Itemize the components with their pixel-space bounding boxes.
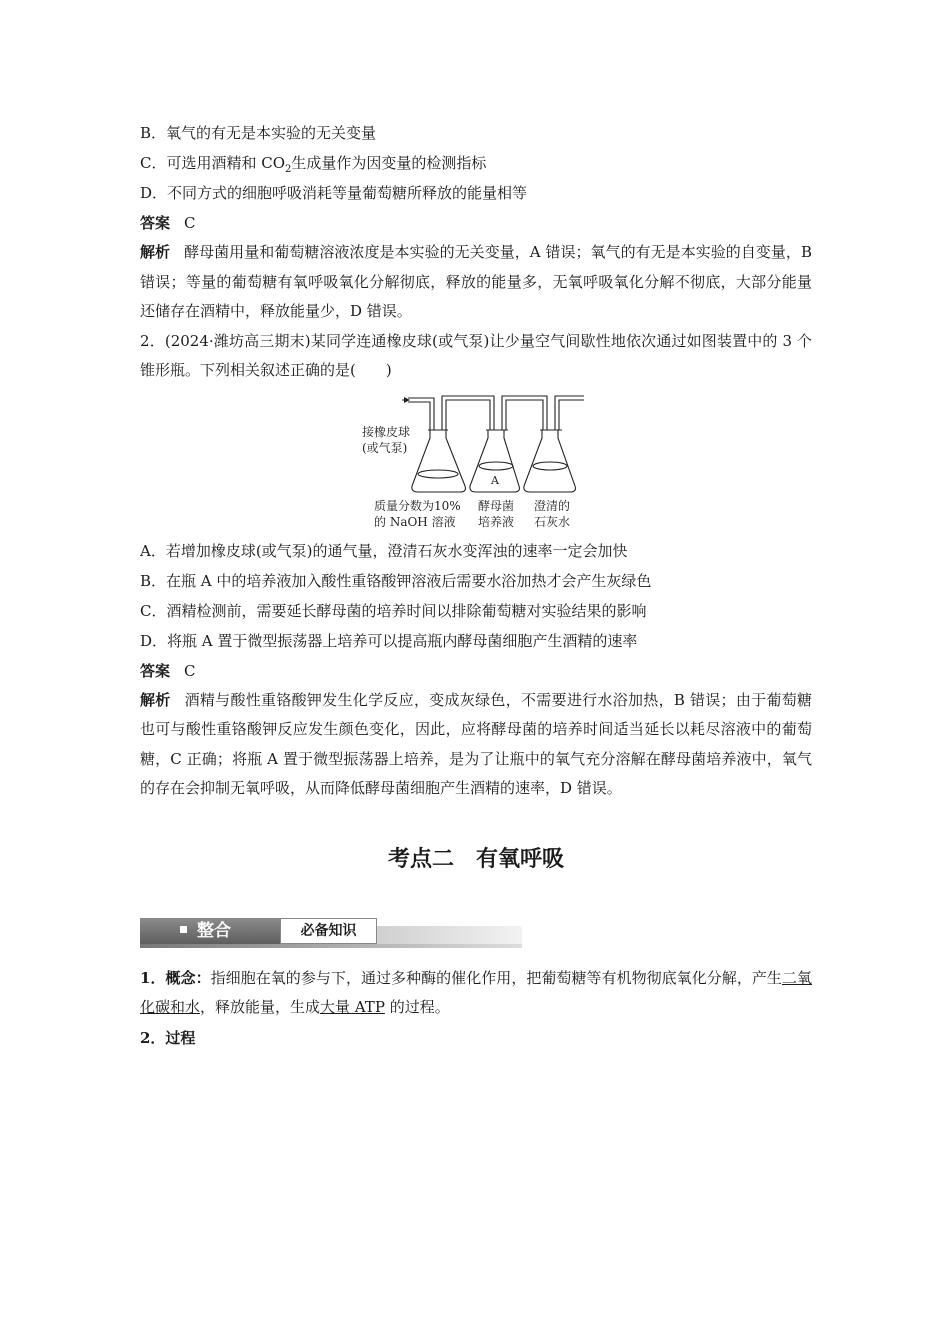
- concept-paragraph: [140, 964, 812, 1023]
- q1-option-b: B．氧气的有无是本实验的无关变量: [140, 124, 377, 142]
- q2-answer: [140, 656, 812, 686]
- apparatus-figure: [140, 386, 812, 536]
- q2-option-b: B．在瓶 A 中的培养液加入酸性重铬酸钾溶液后需要水浴加热才会产生灰绿色: [140, 571, 652, 590]
- q1-answer-value: C: [184, 214, 196, 232]
- connector-2: [502, 396, 547, 430]
- section-title: 考点二 有氧呼吸: [387, 846, 564, 872]
- q1-option-c-sub: 2: [285, 164, 292, 175]
- pump-label-2: (或气泵): [362, 440, 408, 455]
- q1-analysis-label: 解析: [140, 243, 171, 261]
- flask-1: [412, 430, 466, 492]
- q2-option-c: C．酒精检测前，需要延长酵母菌的培养时间以排除葡萄糖对实验结果的影响: [140, 601, 647, 620]
- concept-label: 1．概念：: [140, 968, 211, 987]
- q2-answer-value: C: [184, 661, 196, 680]
- q1-option-c-post: 生成量作为因变量的检测指标: [291, 154, 487, 172]
- flask1-label-1: 质量分数为10%: [374, 498, 461, 513]
- section-banner: [140, 918, 812, 948]
- connector-2-inner: [506, 400, 543, 430]
- process-heading: 2．过程: [140, 1028, 196, 1047]
- flask2-label-2: 培养液: [478, 514, 515, 529]
- q1-answer-label: 答案: [140, 214, 171, 232]
- banner-dark: [140, 918, 280, 944]
- q1-analysis: [140, 238, 812, 327]
- concept-text-2: ，释放能量，生成: [200, 998, 321, 1016]
- inlet-tube-inner: [408, 402, 430, 430]
- banner-fade: [377, 926, 522, 944]
- banner-light-label: 必备知识: [280, 918, 377, 944]
- connector-1: [442, 396, 494, 430]
- flask-2-liquid: [479, 462, 513, 470]
- q1-analysis-text: 酵母菌用量和葡萄糖溶液浓度是本实验的无关变量，A 错误；氧气的有无是本实验的自变量，B 错误；等量的葡萄糖有氧呼吸氧化分解彻底，释放的能量多，无氧呼吸氧化分解不彻底，大部分能量还储存在酒精中，释放能量少，D 错误。: [140, 243, 812, 320]
- flask1-label-2: 的 NaOH 溶液: [374, 514, 456, 529]
- q2-analysis-text: 酒精与酸性重铬酸钾发生化学反应，变成灰绿色，不需要进行水浴加热，B 错误；由于葡萄糖也可与酸性重铬酸钾反应发生颜色变化，因此，应将酵母菌的培养时间适当延长以耗尽溶液中的葡萄糖，C 正确；将瓶 A 置于微型振荡器上培养，是为了让瓶中的氧气充分溶解在酵母菌培养液中，氧气的存在会抑制无氧呼吸，从而降低酵母菌细胞产生酒精的速率，D 错误。: [140, 690, 812, 797]
- concept-text-3: 的过程。: [384, 998, 450, 1016]
- q2-option-a: A．若增加橡皮球(或气泵)的通气量，澄清石灰水变浑浊的速率一定会加快: [140, 541, 628, 560]
- flask-3-liquid: [533, 462, 567, 470]
- flask-1-liquid: [418, 470, 458, 478]
- q1-option-c: [140, 148, 812, 178]
- q2-analysis-label: 解析: [140, 690, 171, 709]
- concept-underline-1: 二氧化碳和水: [140, 968, 812, 1016]
- outlet-tube-inner: [559, 400, 584, 430]
- q1-option-c-pre: C．可选用酒精和 CO: [140, 154, 286, 172]
- concept-underline-2: 大量 ATP: [320, 998, 385, 1016]
- banner-square-icon: [180, 926, 187, 933]
- connector-1-inner: [446, 400, 490, 430]
- pump-label-1: 接橡皮球: [362, 424, 411, 439]
- q2-stem: 2．(2024·潍坊高三期末)某同学连通橡皮球(或气泵)让少量空气间歇性地依次通过如图装置中的 3 个锥形瓶。下列相关叙述正确的是( ): [140, 331, 812, 379]
- banner-dark-label: 整合: [197, 920, 231, 941]
- q2-option-d: D．将瓶 A 置于微型振荡器上培养可以提高瓶内酵母菌细胞产生酒精的速率: [140, 631, 638, 650]
- flask2-label-1: 酵母菌: [478, 498, 515, 513]
- q2-answer-label: 答案: [140, 661, 171, 680]
- flask3-label-1: 澄清的: [534, 498, 571, 513]
- flask3-label-2: 石灰水: [534, 514, 571, 529]
- q1-answer: [140, 208, 812, 238]
- q2-analysis: [140, 686, 812, 804]
- apparatus-diagram: [362, 386, 592, 536]
- document-page: [140, 118, 812, 1053]
- flask-mark: A: [491, 473, 499, 487]
- concept-text-1: 指细胞在氧的参与下，通过多种酶的催化作用，把葡萄糖等有机物彻底氧化分解，产生: [210, 968, 782, 987]
- flask-3: [524, 430, 576, 492]
- q1-option-d: D．不同方式的细胞呼吸消耗等量葡萄糖所释放的能量相等: [140, 184, 528, 202]
- banner-underline: [140, 944, 522, 948]
